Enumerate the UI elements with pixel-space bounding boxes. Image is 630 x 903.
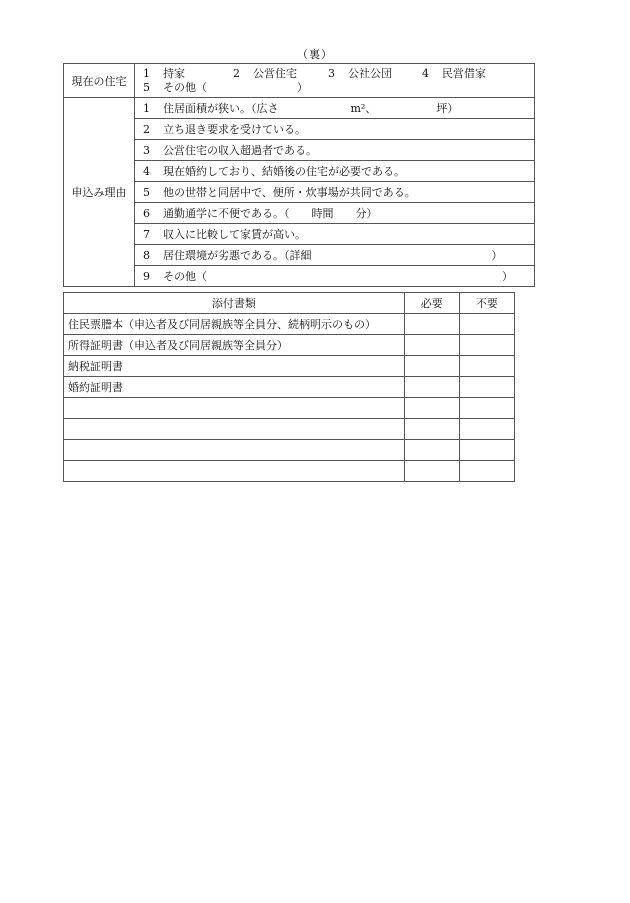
required-check-cell[interactable] xyxy=(404,419,459,440)
document-name: 婚約証明書 xyxy=(64,377,405,398)
documents-header-not-required: 不要 xyxy=(459,293,514,314)
reason-item-1[interactable] xyxy=(135,98,535,119)
reason-3-num: 3 xyxy=(143,144,150,157)
reason-3-text: 公営住宅の収入超過者である。 xyxy=(163,144,317,157)
reason-1-num: 1 xyxy=(143,102,150,115)
document-row xyxy=(64,356,515,377)
housing-option-4-num: 4 xyxy=(422,66,429,80)
required-check-cell[interactable] xyxy=(404,398,459,419)
housing-option-5[interactable]: その他（ xyxy=(163,80,207,94)
reason-7-num: 7 xyxy=(143,228,150,241)
housing-option-2[interactable]: 公営住宅 xyxy=(253,66,297,80)
reason-row xyxy=(64,203,535,224)
reason-row xyxy=(64,161,535,182)
document-name[interactable] xyxy=(64,398,405,419)
document-name: 納税証明書 xyxy=(64,356,405,377)
housing-other-close: ） xyxy=(297,80,308,94)
reason-2-text: 立ち退き要求を受けている。 xyxy=(163,123,306,136)
current-housing-label: 現在の住宅 xyxy=(64,64,135,98)
document-row xyxy=(64,440,515,461)
reason-2-num: 2 xyxy=(143,123,150,136)
attached-documents-table xyxy=(63,292,515,482)
reason-1-unit-sqm: m²、 xyxy=(350,102,377,115)
documents-header-required: 必要 xyxy=(404,293,459,314)
not-required-check-cell[interactable] xyxy=(459,461,514,482)
housing-option-5-num: 5 xyxy=(143,80,150,94)
housing-option-1[interactable]: 持家 xyxy=(163,66,185,80)
not-required-check-cell[interactable] xyxy=(459,398,514,419)
not-required-check-cell[interactable] xyxy=(459,314,514,335)
document-name: 住民票謄本（申込者及び同居親族等全員分、続柄明示のもの） xyxy=(64,314,405,335)
document-row xyxy=(64,335,515,356)
not-required-check-cell[interactable] xyxy=(459,335,514,356)
reason-1-unit-tsubo: 坪） xyxy=(436,102,459,115)
housing-option-1-num: 1 xyxy=(143,66,150,80)
documents-header-name: 添付書類 xyxy=(64,293,405,314)
reason-row xyxy=(64,245,535,266)
document-name[interactable] xyxy=(64,461,405,482)
reason-6-text: 通勤通学に不便である。（ xyxy=(163,207,290,220)
reason-item-5[interactable] xyxy=(135,182,535,203)
page-heading: （裏） xyxy=(297,48,333,61)
current-housing-row xyxy=(64,64,535,98)
reason-row xyxy=(64,266,535,287)
required-check-cell[interactable] xyxy=(404,377,459,398)
not-required-check-cell[interactable] xyxy=(459,356,514,377)
current-housing-options xyxy=(135,64,535,98)
housing-option-3-num: 3 xyxy=(328,66,335,80)
document-row xyxy=(64,461,515,482)
reason-9-num: 9 xyxy=(143,270,150,283)
reason-8-text: 居住環境が劣悪である。（詳細 xyxy=(163,249,312,262)
reason-8-close: ） xyxy=(491,249,503,262)
reason-9-text: その他（ xyxy=(163,270,207,283)
reason-item-9[interactable] xyxy=(135,266,535,287)
reason-row xyxy=(64,182,535,203)
document-row xyxy=(64,377,515,398)
reason-item-2[interactable] xyxy=(135,119,535,140)
reason-5-num: 5 xyxy=(143,186,150,199)
housing-option-3[interactable]: 公社公団 xyxy=(348,66,392,80)
required-check-cell[interactable] xyxy=(404,335,459,356)
housing-options-line xyxy=(143,67,534,81)
not-required-check-cell[interactable] xyxy=(459,440,514,461)
documents-header-row xyxy=(64,293,515,314)
required-check-cell[interactable] xyxy=(404,440,459,461)
reason-6-unit-minutes: 分） xyxy=(355,207,378,220)
housing-option-4[interactable]: 民営借家 xyxy=(442,66,486,80)
housing-reason-table xyxy=(63,63,535,287)
reason-6-unit-hours: 時間 xyxy=(311,207,334,220)
document-name[interactable] xyxy=(64,419,405,440)
reason-item-3[interactable] xyxy=(135,140,535,161)
not-required-check-cell[interactable] xyxy=(459,419,514,440)
reason-4-num: 4 xyxy=(143,165,150,178)
reason-6-num: 6 xyxy=(143,207,150,220)
reason-item-7[interactable] xyxy=(135,224,535,245)
reason-row xyxy=(64,224,535,245)
required-check-cell[interactable] xyxy=(404,314,459,335)
document-row xyxy=(64,419,515,440)
reason-8-num: 8 xyxy=(143,249,150,262)
reason-row xyxy=(64,140,535,161)
reason-4-text: 現在婚約しており、結婚後の住宅が必要である。 xyxy=(163,165,405,178)
document-name[interactable] xyxy=(64,440,405,461)
reason-9-close: ） xyxy=(502,270,513,283)
reason-5-text: 他の世帯と同居中で、便所・炊事場が共同である。 xyxy=(163,186,416,199)
housing-other-line xyxy=(143,81,534,95)
reason-item-8[interactable] xyxy=(135,245,535,266)
reason-item-4[interactable] xyxy=(135,161,535,182)
reason-row xyxy=(64,119,535,140)
required-check-cell[interactable] xyxy=(404,356,459,377)
application-reason-label: 申込み理由 xyxy=(64,98,135,287)
document-row xyxy=(64,314,515,335)
not-required-check-cell[interactable] xyxy=(459,377,514,398)
housing-option-2-num: 2 xyxy=(233,66,240,80)
document-name: 所得証明書（申込者及び同居親族等全員分） xyxy=(64,335,405,356)
reason-item-6[interactable] xyxy=(135,203,535,224)
document-row xyxy=(64,398,515,419)
reason-1-text: 住居面積が狭い。（広さ xyxy=(163,102,279,115)
reason-7-text: 収入に比較して家賃が高い。 xyxy=(163,228,306,241)
required-check-cell[interactable] xyxy=(404,461,459,482)
reason-row xyxy=(64,98,535,119)
